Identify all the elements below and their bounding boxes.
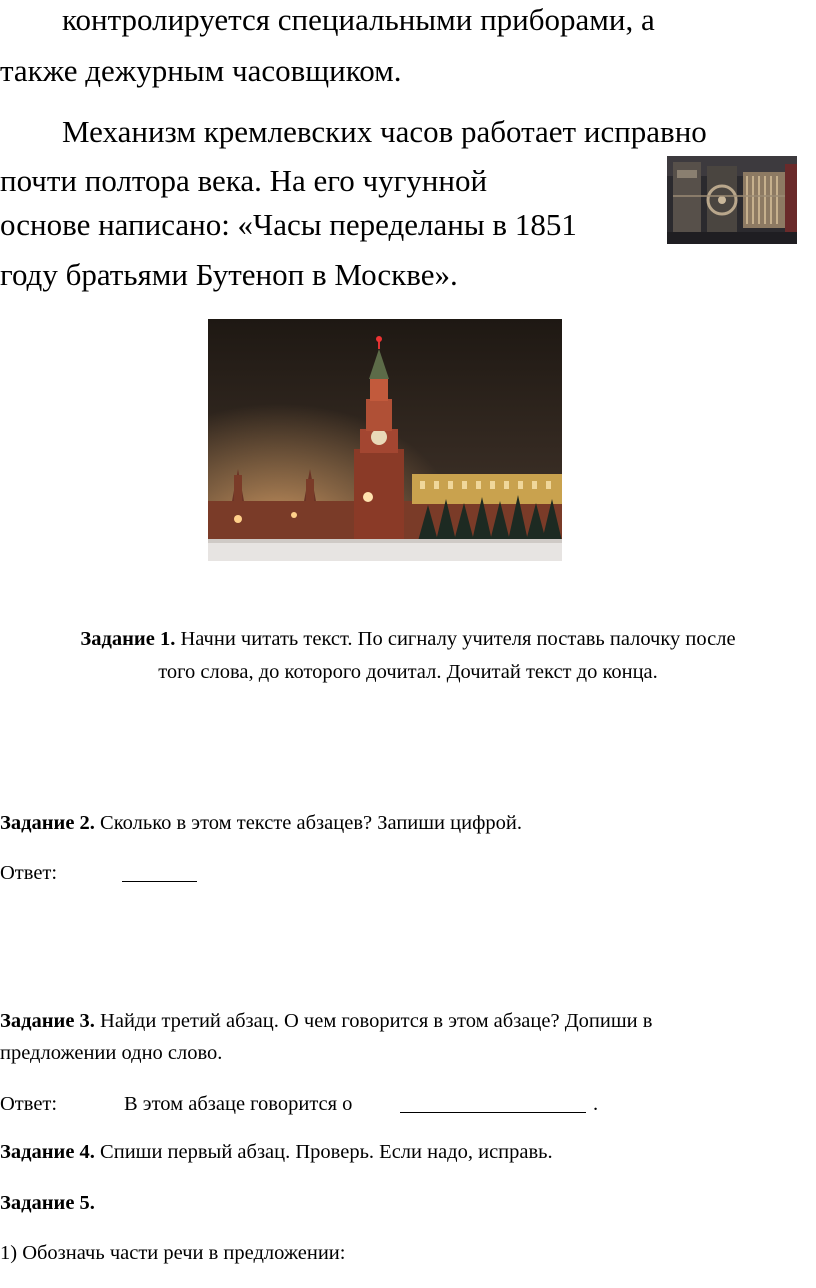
task-3-text: Найди третий абзац. О чем говорится в этом абзаце? Допиши в: [94, 1010, 653, 1032]
task-2-title: Задание 2.: [0, 812, 95, 834]
task-5-title: Задание 5.: [0, 1192, 95, 1214]
p2-line-4: году братьями Бутеноп в Москве».: [0, 257, 458, 292]
task-1-text: Начни читать текст. По сигналу учителя поставь палочку после: [175, 628, 736, 650]
p2-line-1: Механизм кремлевских часов работает исправно: [62, 114, 707, 149]
task-1-line-1: [0, 626, 816, 652]
task-2-answer-blank[interactable]: [122, 880, 197, 882]
task-5-line: [0, 1190, 95, 1216]
tower-night-illustration: [208, 319, 562, 561]
p2-line-2: почти полтора века. На его чугунной: [0, 163, 488, 198]
task-4-line: [0, 1139, 553, 1165]
task-3-answer-end: .: [593, 1093, 599, 1115]
task-3-line-2: предложении одно слово.: [0, 1042, 223, 1064]
task-1-title: Задание 1.: [80, 628, 176, 650]
p2-line-3: основе написано: «Часы переделаны в 1851: [0, 207, 577, 242]
task-3-line-1: [0, 1008, 652, 1034]
task-3-answer-label: Ответ:: [0, 1093, 58, 1115]
task-2-answer-label: Ответ:: [0, 862, 58, 884]
p1-line-1: контролируется специальными приборами, а: [62, 2, 655, 37]
task-4-title: Задание 4.: [0, 1141, 95, 1163]
task-2-line: [0, 810, 522, 836]
p1-line-2: также дежурным часовщиком.: [0, 53, 402, 88]
spasskaya-tower-image: [208, 319, 562, 561]
task-4-text: Спиши первый абзац. Проверь. Если надо, исправь.: [94, 1141, 553, 1163]
clock-mechanism-illustration: [667, 156, 797, 244]
task-2-text: Сколько в этом тексте абзацев? Запиши цифрой.: [94, 812, 522, 834]
task-3-title: Задание 3.: [0, 1010, 95, 1032]
task-3-answer-text: В этом абзаце говорится о: [124, 1093, 353, 1115]
task-1-line-2: того слова, до которого дочитал. Дочитай текст до конца.: [158, 661, 658, 683]
clock-mechanism-image: [667, 156, 797, 244]
task-3-answer-blank[interactable]: [400, 1111, 586, 1113]
task-5-item-1: 1) Обозначь части речи в предложении:: [0, 1242, 346, 1264]
